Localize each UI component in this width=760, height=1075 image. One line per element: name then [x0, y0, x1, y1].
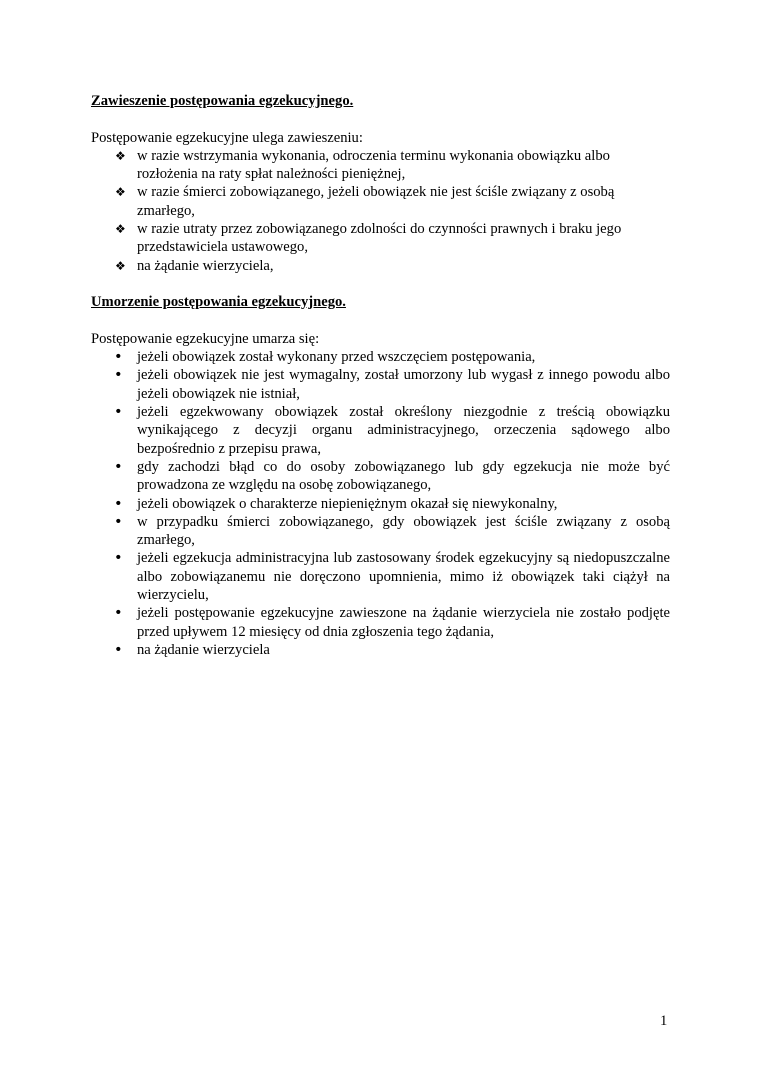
dot-bullet-icon: • — [114, 348, 123, 366]
dot-bullet-icon: • — [114, 640, 123, 658]
document-body — [91, 92, 670, 659]
dot-bullet-icon: • — [114, 366, 123, 384]
suspension-list — [91, 147, 670, 275]
list-item — [114, 512, 670, 550]
page-number: 1 — [660, 1013, 668, 1029]
list-item-text: jeżeli egzekucja administracyjna lub zastosowany środek egzekucyjny są niedopuszczalne albo zobowiązanemu nie doręczono upomnienia, mimo iż obowiązek taki ciążył na wierzycielu, — [137, 550, 670, 604]
list-item-text: jeżeli obowiązek o charakterze niepieniężnym okazał się niewykonalny, — [137, 495, 558, 512]
list-item — [114, 494, 670, 513]
discontinuation-list — [91, 348, 670, 659]
list-item-text: jeżeli obowiązek został wykonany przed wszczęciem postępowania, — [137, 349, 536, 366]
list-item — [115, 257, 670, 275]
list-item-text: na żądanie wierzyciela, — [137, 257, 274, 274]
dot-bullet-icon: • — [114, 604, 123, 622]
section-intro-discontinuation: Postępowanie egzekucyjne umarza się: — [91, 330, 320, 347]
list-item — [114, 640, 670, 659]
list-item-text: jeżeli postępowanie egzekucyjne zawieszone na żądanie wierzyciela nie zostało podjęte przed upływem 12 miesięcy od dnia zgłoszenia tego żądania, — [137, 605, 670, 640]
list-item — [115, 183, 670, 220]
dot-bullet-icon: • — [114, 403, 123, 421]
list-item-text: w razie utraty przez zobowiązanego zdolności do czynności prawnych i braku jego przedstawiciela ustawowego, — [137, 221, 622, 256]
list-item — [115, 147, 670, 184]
list-item-text: w razie wstrzymania wykonania, odroczenia terminu wykonania obowiązku albo rozłożenia na raty spłat należności pieniężnej, — [137, 147, 610, 183]
list-item-text: w razie śmierci zobowiązanego, jeżeli obowiązek nie jest ściśle związany z osobą zmarłego, — [137, 184, 615, 219]
list-item — [114, 457, 670, 495]
list-item — [115, 220, 670, 257]
list-item — [114, 549, 670, 604]
diamond-bullet-icon: ❖ — [115, 185, 126, 200]
list-item — [114, 366, 670, 403]
dot-bullet-icon: • — [114, 457, 123, 475]
dot-bullet-icon: • — [114, 512, 123, 530]
list-item-text: gdy zachodzi błąd co do osoby zobowiązanego lub gdy egzekucja nie może być prowadzona ze względu na osobę zobowiązanego, — [137, 458, 670, 494]
diamond-bullet-icon: ❖ — [115, 222, 126, 237]
section-heading-suspension: Zawieszenie postępowania egzekucyjnego. — [91, 93, 354, 109]
list-item — [114, 403, 670, 458]
blank-line — [91, 110, 670, 128]
dot-bullet-icon: • — [114, 494, 123, 512]
blank-line — [91, 312, 670, 330]
dot-bullet-icon: • — [114, 549, 123, 567]
diamond-bullet-icon: ❖ — [115, 148, 126, 163]
blank-line — [91, 275, 670, 293]
diamond-bullet-icon: ❖ — [115, 258, 126, 273]
section-heading-discontinuation: Umorzenie postępowania egzekucyjnego. — [91, 294, 346, 311]
list-item-text: jeżeli egzekwowany obowiązek został określony niezgodnie z treścią obowiązku wynikającego z decyzji organu administracyjnego, orzeczenia sądowego albo bezpośrednio z przepisu prawa, — [137, 404, 670, 457]
list-item-text: na żądanie wierzyciela — [137, 641, 270, 658]
section-intro-suspension: Postępowanie egzekucyjne ulega zawieszeniu: — [91, 129, 363, 146]
list-item — [114, 348, 670, 366]
list-item-text: jeżeli obowiązek nie jest wymagalny, został umorzony lub wygasł z innego powodu albo jeżeli obowiązek nie istniał, — [137, 367, 670, 402]
list-item-text: w przypadku śmierci zobowiązanego, gdy obowiązek jest ściśle związany z osobą zmarłego, — [137, 513, 670, 549]
list-item — [114, 604, 670, 641]
